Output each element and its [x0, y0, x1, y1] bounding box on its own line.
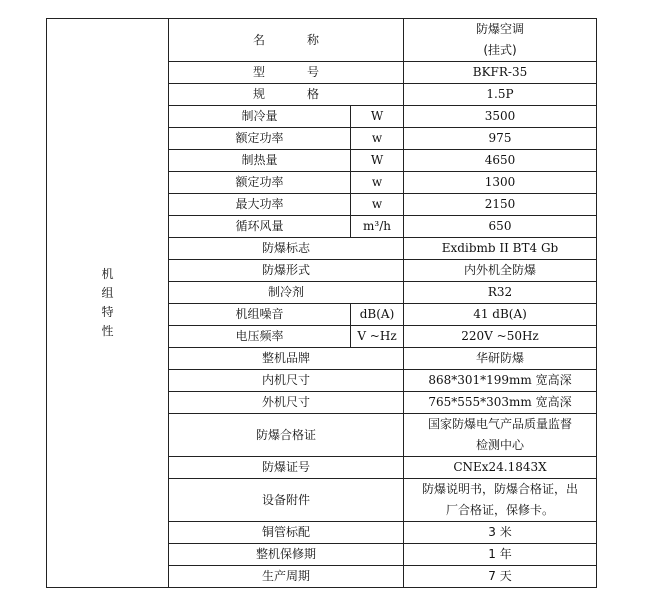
row-label: 电压频率	[169, 326, 351, 348]
row-value: 7 天	[404, 566, 597, 588]
row-value: 220V ~50Hz	[404, 326, 597, 348]
group-label-char: 特	[101, 305, 114, 319]
row-unit: W	[351, 106, 404, 128]
row-value: 华研防爆	[404, 348, 597, 370]
row-unit: m³/h	[351, 216, 404, 238]
spec-label-part: 规	[252, 87, 265, 101]
row-label: 外机尺寸	[169, 392, 404, 414]
row-value: 975	[404, 128, 597, 150]
row-value: 41 dB(A)	[404, 304, 597, 326]
row-value: 650	[404, 216, 597, 238]
table-row	[47, 19, 597, 62]
row-label: 铜管标配	[169, 522, 404, 544]
accessories-line: 厂合格证，保修卡。	[445, 503, 554, 517]
spec-label-part: 格	[307, 87, 320, 101]
model-label-part: 型	[252, 65, 265, 79]
row-label: 防爆合格证	[169, 414, 404, 457]
accessories-line: 防爆说明书，防爆合格证，出	[421, 482, 578, 496]
row-label: 防爆形式	[169, 260, 404, 282]
model-value: BKFR-35	[404, 62, 597, 84]
row-label: 防爆证号	[169, 457, 404, 479]
row-label: 额定功率	[169, 128, 351, 150]
group-label-char: 性	[101, 324, 114, 338]
row-value: R32	[404, 282, 597, 304]
row-label: 制热量	[169, 150, 351, 172]
cert-line: 国家防爆电气产品质量监督	[427, 417, 572, 431]
row-unit: w	[351, 172, 404, 194]
spec-label-cell	[169, 84, 404, 106]
spec-value: 1.5P	[404, 84, 597, 106]
row-label: 整机保修期	[169, 544, 404, 566]
row-unit: dB(A)	[351, 304, 404, 326]
name-label-cell	[169, 19, 404, 62]
row-label: 额定功率	[169, 172, 351, 194]
name-value-line: 防爆空调	[475, 22, 524, 36]
model-label-cell	[169, 62, 404, 84]
row-unit: V ~Hz	[351, 326, 404, 348]
row-label: 最大功率	[169, 194, 351, 216]
name-label-part: 称	[307, 32, 320, 47]
group-label-cell	[47, 19, 169, 588]
row-label: 防爆标志	[169, 238, 404, 260]
row-value	[404, 479, 597, 522]
row-value: 4650	[404, 150, 597, 172]
row-value: 765*555*303mm 宽高深	[404, 392, 597, 414]
row-label: 设备附件	[169, 479, 404, 522]
cert-line: 检测中心	[475, 438, 524, 452]
row-value: 内外机全防爆	[404, 260, 597, 282]
row-label: 整机品牌	[169, 348, 404, 370]
row-value: 2150	[404, 194, 597, 216]
row-value: Exdibmb II BT4 Gb	[404, 238, 597, 260]
name-value-line: (挂式)	[483, 43, 517, 57]
row-value: 3 米	[404, 522, 597, 544]
name-label-part: 名	[252, 32, 265, 47]
row-value: 3500	[404, 106, 597, 128]
row-label: 机组噪音	[169, 304, 351, 326]
row-label: 循环风量	[169, 216, 351, 238]
name-value-cell	[404, 19, 597, 62]
row-value: 868*301*199mm 宽高深	[404, 370, 597, 392]
row-value: 1 年	[404, 544, 597, 566]
row-label: 生产周期	[169, 566, 404, 588]
spec-table	[46, 18, 597, 588]
row-label: 内机尺寸	[169, 370, 404, 392]
group-label-char: 组	[101, 286, 114, 300]
row-unit: W	[351, 150, 404, 172]
group-label-char: 机	[101, 267, 114, 281]
row-label: 制冷量	[169, 106, 351, 128]
model-label-part: 号	[307, 65, 320, 79]
row-value: 1300	[404, 172, 597, 194]
row-label: 制冷剂	[169, 282, 404, 304]
row-unit: w	[351, 128, 404, 150]
row-value: CNEx24.1843X	[404, 457, 597, 479]
row-unit: w	[351, 194, 404, 216]
row-value	[404, 414, 597, 457]
